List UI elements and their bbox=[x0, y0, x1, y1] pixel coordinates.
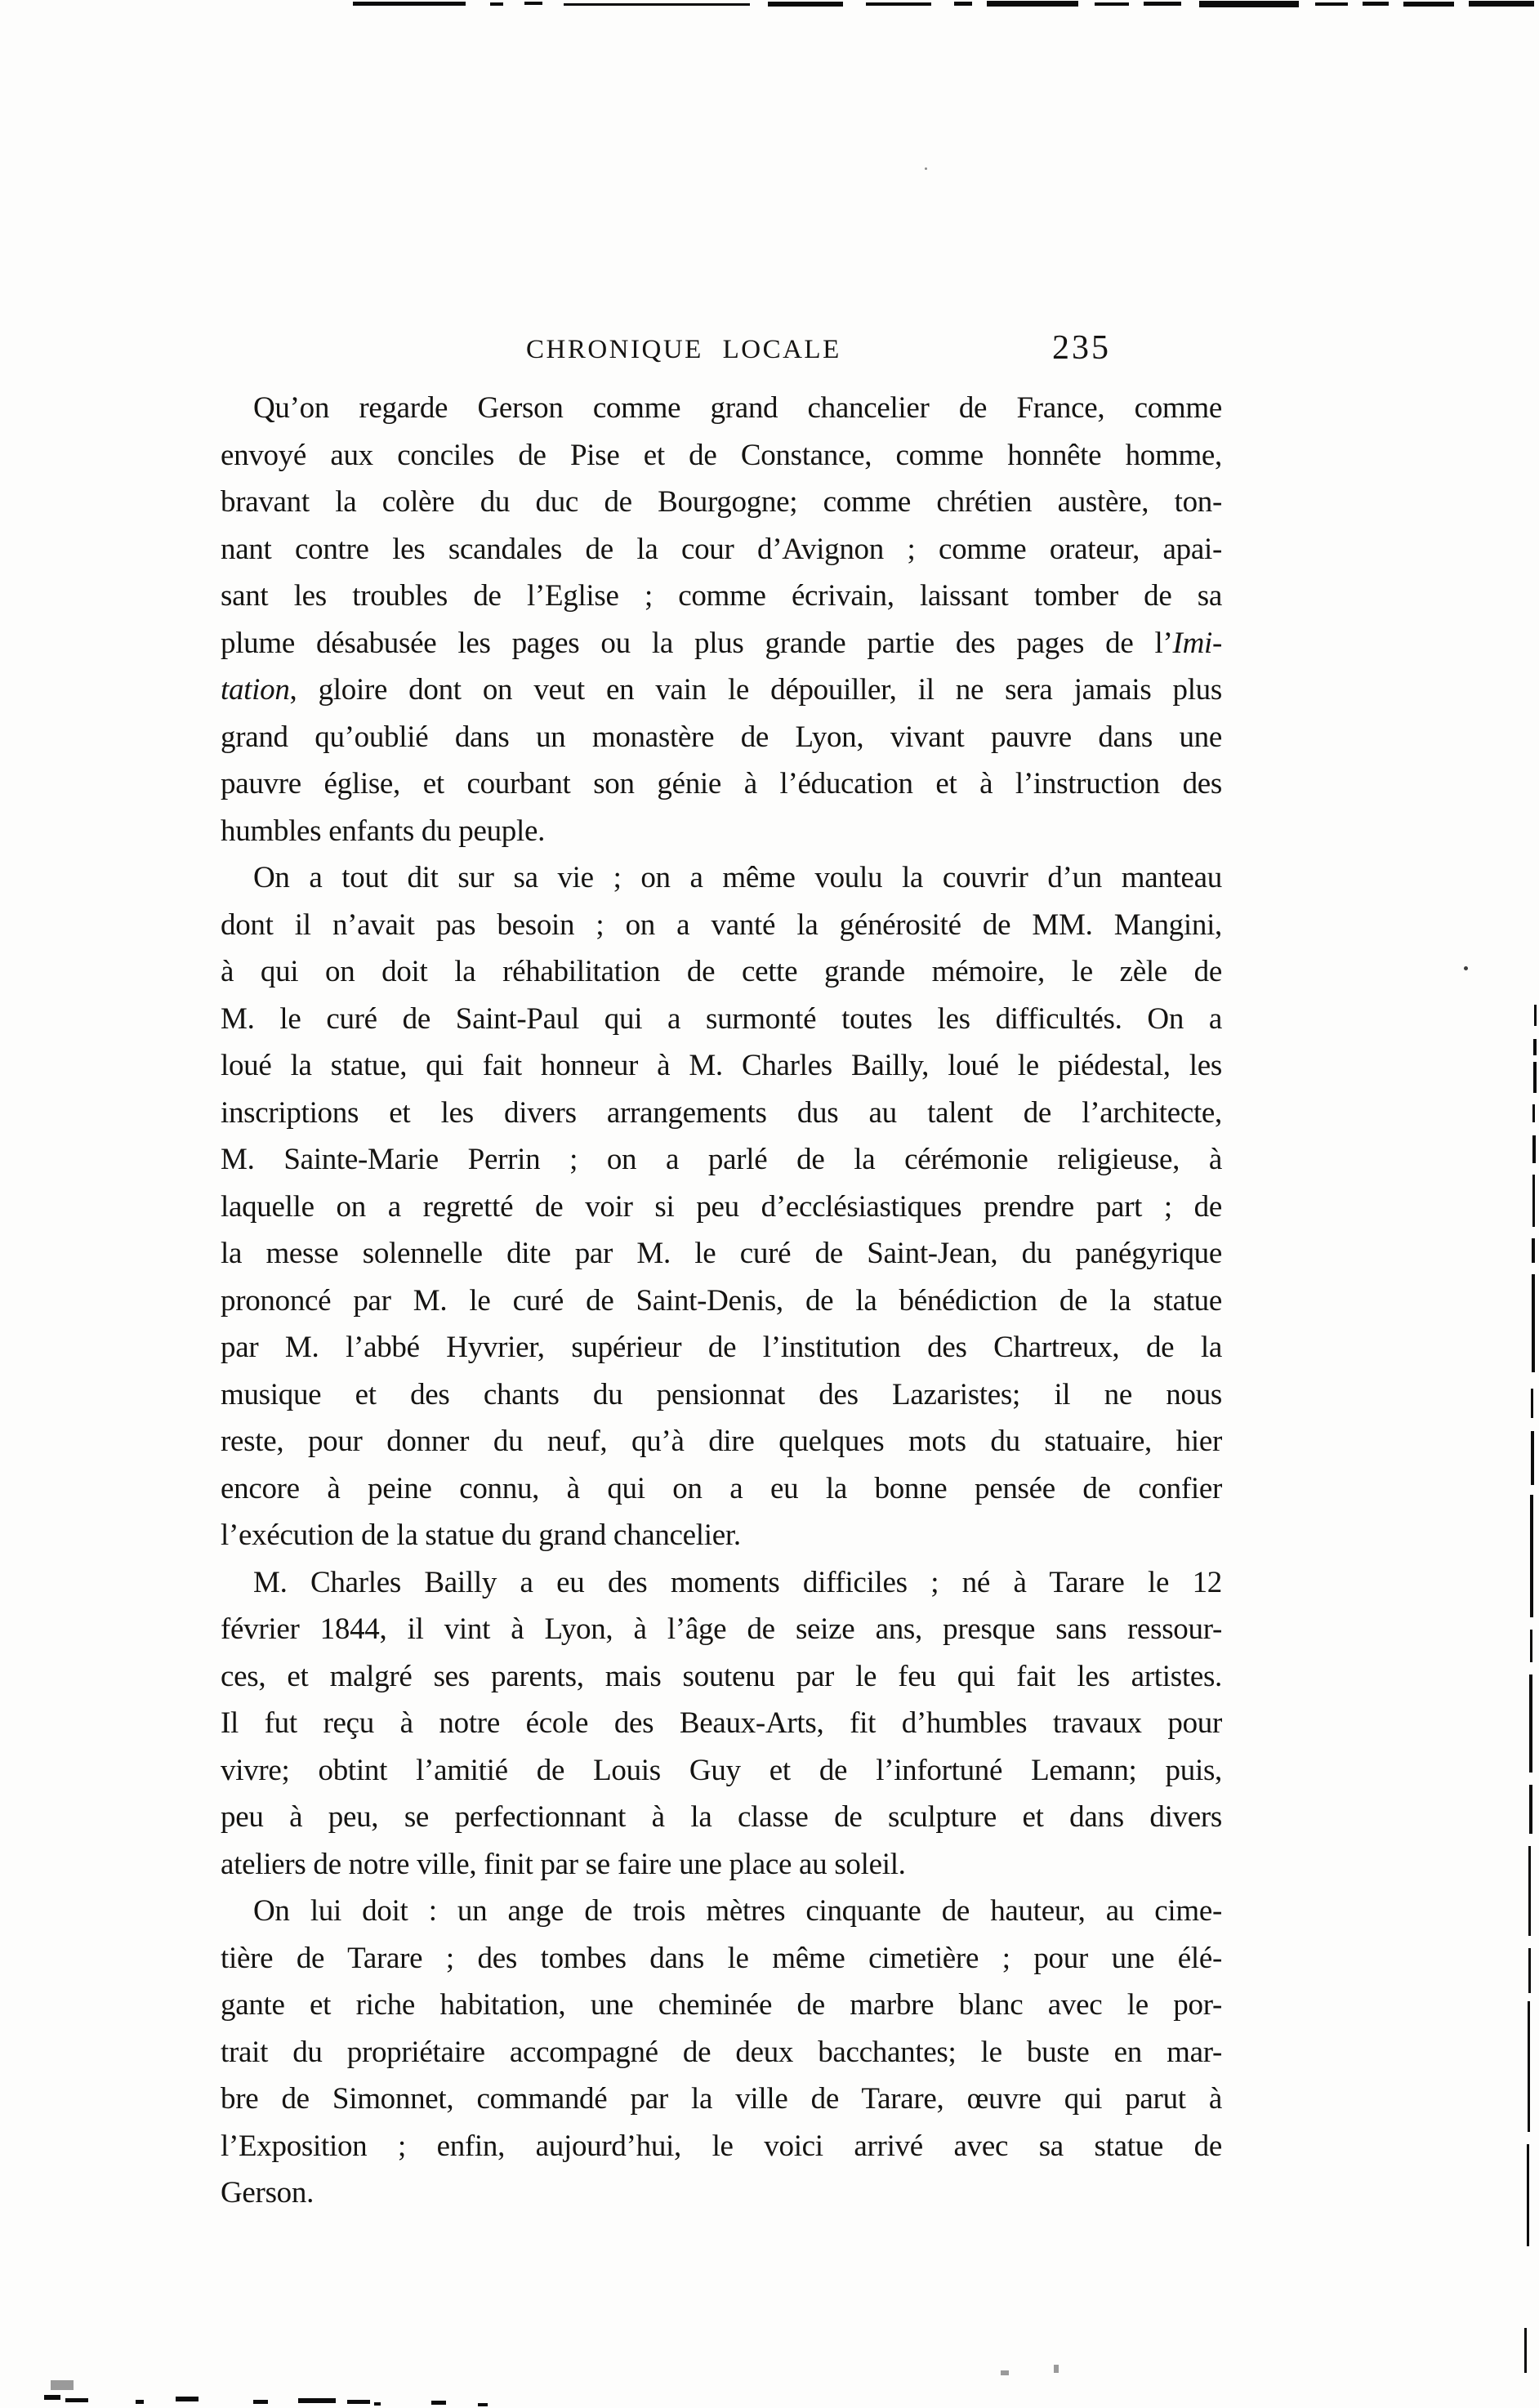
text-line: février 1844, il vint à Lyon, à l’âge de seize ans, presque sans ressour- bbox=[221, 1612, 1222, 1646]
text-line: plume désabusée les pages ou la plus grande partie des pages de l’Imi- bbox=[221, 626, 1222, 660]
text-line: Gerson. bbox=[221, 2176, 314, 2210]
text-line: loué la statue, qui fait honneur à M. Charles Bailly, loué le piédestal, les bbox=[221, 1049, 1222, 1082]
text-line: gante et riche habitation, une cheminée de marbre blanc avec le por- bbox=[221, 1988, 1222, 2022]
page-number: 235 bbox=[1052, 329, 1111, 367]
text-line: par M. l’abbé Hyvrier, supérieur de l’institution des Chartreux, de la bbox=[221, 1331, 1222, 1364]
text-line: laquelle on a regretté de voir si peu d’ecclésiastiques prendre part ; de bbox=[221, 1189, 1222, 1224]
text-line: nant contre les scandales de la cour d’Avignon ; comme orateur, apai- bbox=[221, 532, 1222, 566]
page-header-title: CHRONIQUE LOCALE bbox=[526, 335, 841, 364]
text-line: sant les troubles de l’Eglise ; comme écrivain, laissant tomber de sa bbox=[221, 579, 1222, 613]
text-line: vivre; obtint l’amitié de Louis Guy et de l’infortuné Lemann; puis, bbox=[221, 1753, 1222, 1787]
ink-speck bbox=[925, 167, 927, 170]
ink-speck bbox=[1464, 966, 1468, 970]
text-line: Il fut reçu à notre école des Beaux-Arts, fit d’humbles travaux pour bbox=[221, 1706, 1222, 1740]
text-line: Qu’on regarde Gerson comme grand chancelier de France, comme bbox=[253, 391, 1222, 425]
text-line: pauvre église, et courbant son génie à l’éducation et à l’instruction des bbox=[221, 767, 1222, 800]
text-line: l’exécution de la statue du grand chancelier. bbox=[221, 1518, 741, 1552]
text-line: l’Exposition ; enfin, aujourd’hui, le voici arrivé avec sa statue de bbox=[221, 2129, 1222, 2163]
text-line: tation, gloire dont on veut en vain le dépouiller, il ne sera jamais plus bbox=[221, 673, 1222, 707]
text-line: ces, et malgré ses parents, mais soutenu par le feu qui fait les artistes. bbox=[221, 1659, 1222, 1693]
text-line: M. le curé de Saint-Paul qui a surmonté toutes les difficultés. On a bbox=[221, 1001, 1222, 1036]
text-line: reste, pour donner du neuf, qu’à dire quelques mots du statuaire, hier bbox=[221, 1425, 1222, 1458]
text-line: peu à peu, se perfectionnant à la classe de sculpture et dans divers bbox=[221, 1800, 1222, 1834]
text-line: inscriptions et les divers arrangements dus au talent de l’architecte, bbox=[221, 1095, 1222, 1130]
text-line: On lui doit : un ange de trois mètres cinquante de hauteur, au cime- bbox=[253, 1894, 1222, 1928]
text-line: grand qu’oublié dans un monastère de Lyon, vivant pauvre dans une bbox=[221, 720, 1222, 754]
text-line: la messe solennelle dite par M. le curé de Saint-Jean, du panégyrique bbox=[221, 1237, 1222, 1270]
text-line: M. Sainte-Marie Perrin ; on a parlé de la cérémonie religieuse, à bbox=[221, 1143, 1222, 1176]
text-line: à qui on doit la réhabilitation de cette grande mémoire, le zèle de bbox=[221, 955, 1222, 988]
text-line: prononcé par M. le curé de Saint-Denis, de la bénédiction de la statue bbox=[221, 1283, 1222, 1318]
text-line: envoyé aux conciles de Pise et de Constance, comme honnête homme, bbox=[221, 438, 1222, 472]
text-line: humbles enfants du peuple. bbox=[221, 814, 546, 848]
text-line: bre de Simonnet, commandé par la ville de Tarare, œuvre qui parut à bbox=[221, 2082, 1222, 2116]
text-line: trait du propriétaire accompagné de deux bacchantes; le buste en mar- bbox=[221, 2035, 1222, 2069]
text-line: On a tout dit sur sa vie ; on a même voulu la couvrir d’un manteau bbox=[253, 861, 1222, 894]
text-line: tière de Tarare ; des tombes dans le même cimetière ; pour une élé- bbox=[221, 1941, 1222, 1975]
text-line: dont il n’avait pas besoin ; on a vanté la générosité de MM. Mangini, bbox=[221, 907, 1222, 942]
text-block bbox=[221, 385, 1222, 2217]
text-line: musique et des chants du pensionnat des Lazaristes; il ne nous bbox=[221, 1377, 1222, 1411]
text-line: ateliers de notre ville, finit par se faire une place au soleil. bbox=[221, 1847, 906, 1881]
text-line: M. Charles Bailly a eu des moments difficiles ; né à Tarare le 12 bbox=[253, 1565, 1222, 1599]
text-line: bravant la colère du duc de Bourgogne; comme chrétien austère, ton- bbox=[221, 485, 1222, 519]
text-line: encore à peine connu, à qui on a eu la bonne pensée de confier bbox=[221, 1471, 1222, 1505]
